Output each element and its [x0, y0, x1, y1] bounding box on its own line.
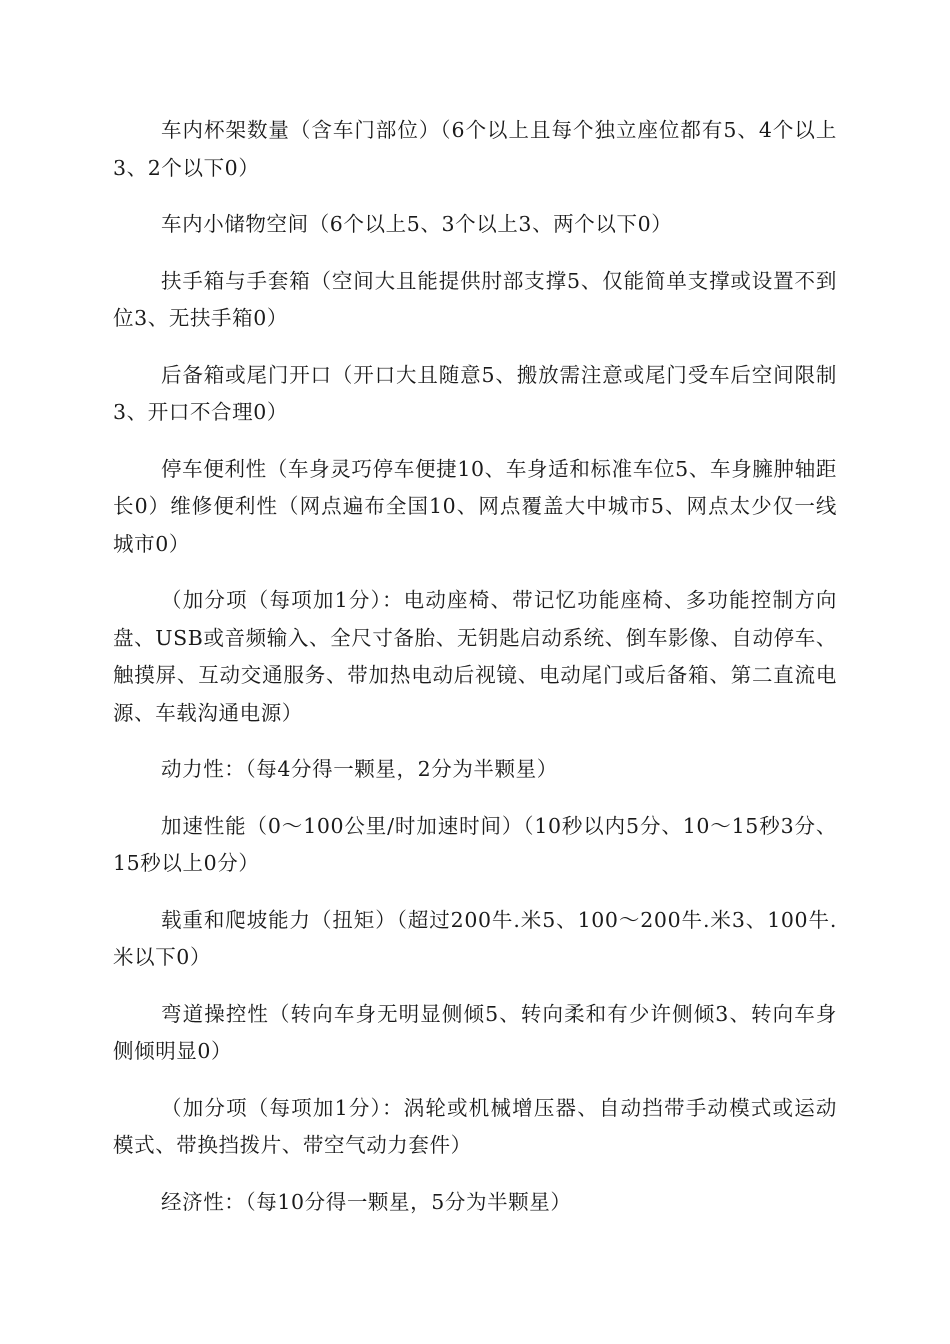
document-body [113, 112, 837, 1240]
paragraph-bonus-items-power: （加分项（每项加1分）：涡轮或机械增压器、自动挡带手动模式或运动模式、带换挡拨片、带空气动力套件） [113, 1095, 837, 1157]
paragraph-armrest-glovebox: 扶手箱与手套箱（空间大且能提供肘部支撑5、仅能简单支撑或设置不到位3、无扶手箱0） [113, 268, 837, 330]
paragraph-handling: 弯道操控性（转向车身无明显侧倾5、转向柔和有少许侧倾3、转向车身侧倾明显0） [113, 1001, 837, 1063]
paragraph-bonus-items-comfort: （加分项（每项加1分）：电动座椅、带记忆功能座椅、多功能控制方向盘、USB或音频输入、全尺寸备胎、无钥匙启动系统、倒车影像、自动停车、触摸屏、互动交通服务、带加热电动后视镜、电动尾门或后备箱、第二直流电源、车载沟通电源） [113, 588, 837, 725]
paragraph-power-heading: 动力性：（每4分得一颗星，2分为半颗星） [161, 757, 558, 781]
paragraph-parking-maintenance: 停车便利性（车身灵巧停车便捷10、车身适和标准车位5、车身臃肿轴距长0）维修便利性（网点遍布全国10、网点覆盖大中城市5、网点太少仅一线城市0） [113, 456, 837, 556]
paragraph-acceleration: 加速性能（0～100公里/时加速时间）（10秒以内5分、10～15秒3分、15秒以上0分） [113, 813, 837, 875]
paragraph-cup-holders: 车内杯架数量（含车门部位）（6个以上且每个独立座位都有5、4个以上3、2个以下0） [113, 118, 837, 180]
paragraph-torque: 载重和爬坡能力（扭矩）（超过200牛.米5、100～200牛.米3、100牛.米以下0） [113, 907, 837, 969]
paragraph-trunk-opening: 后备箱或尾门开口（开口大且随意5、搬放需注意或尾门受车后空间限制3、开口不合理0） [113, 362, 837, 424]
paragraph-storage-space: 车内小储物空间（6个以上5、3个以上3、两个以下0） [161, 212, 673, 236]
paragraph-economy-heading: 经济性：（每10分得一颗星，5分为半颗星） [161, 1189, 572, 1214]
